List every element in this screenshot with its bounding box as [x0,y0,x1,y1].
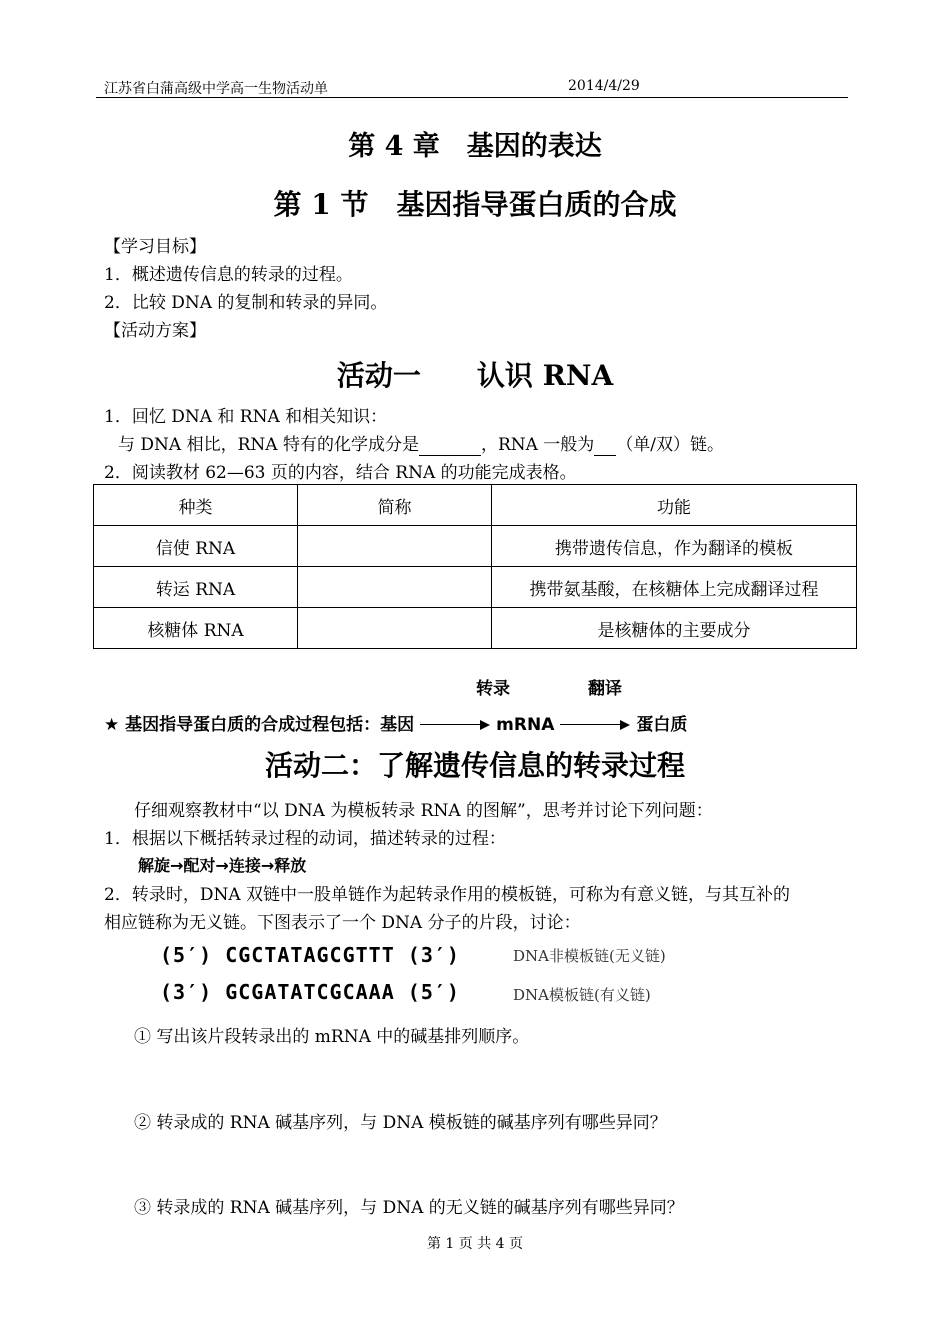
table-cell-abbr[interactable] [298,608,492,649]
table-row [94,608,857,649]
table-cell-type: 信使 RNA [94,526,298,567]
dna-template-strand: (3′) GCGATATCGCAAA (5′) [160,980,460,1004]
table-header-abbr: 简称 [298,485,492,526]
goal-item-1: 1．概述遗传信息的转录的过程。 [104,265,353,285]
rna-table [93,484,857,649]
table-header-row [94,485,857,526]
goal-item-2: 2．比较 DNA 的复制和转录的异同。 [104,293,388,313]
flow-label-translation: 翻译 [588,679,622,699]
activity2-title: 活动二：了解遗传信息的转录过程 [264,749,685,782]
activity2-sub3: ③ 转录成的 RNA 碱基序列，与 DNA 的无义链的碱基序列有哪些异同？ [134,1198,684,1218]
section-title: 第 1 节 基因指导蛋白质的合成 [273,188,677,221]
activity2-q2-line2: 相应链称为无义链。下图表示了一个 DNA 分子的片段，讨论： [104,913,581,933]
activity1-q1-detail [118,430,724,456]
activity2-q2-line1: 2．转录时，DNA 双链中一股单链作为起转录作用的模板链，可称为有意义链，与其互补的 [104,885,790,905]
dna-nontemplate-strand: (5′) CGCTATAGCGTTT (3′) [160,943,460,967]
q1-text-b: ，RNA 一般为 [480,435,595,455]
header-date: 2014/4/29 [568,78,640,94]
arrow-right-icon [560,720,630,730]
goals-heading: 【学习目标】 [104,237,206,257]
table-cell-function: 携带氨基酸，在核糖体上完成翻译过程 [492,567,857,608]
dna-nontemplate-note: DNA非模板链(无义链) [513,947,666,965]
q1-text-a: 与 DNA 相比，RNA 特有的化学成分是 [118,435,419,455]
flow-protein: 蛋白质 [636,715,688,735]
table-cell-abbr[interactable] [298,567,492,608]
activity1-title: 活动一 认识 RNA [336,359,614,392]
table-header-type: 种类 [94,485,298,526]
table-cell-function: 是核糖体的主要成分 [492,608,857,649]
flow-mrna: mRNA [496,715,555,735]
activity1-q2: 2．阅读教材 62—63 页的内容，结合 RNA 的功能完成表格。 [104,463,577,483]
arrow-right-icon [420,720,490,730]
table-cell-type: 转运 RNA [94,567,298,608]
answer-blank-component[interactable] [419,435,481,456]
activity2-q1: 1．根据以下概括转录过程的动词，描述转录的过程： [104,829,506,849]
table-row [94,526,857,567]
plan-heading: 【活动方案】 [104,321,206,341]
table-cell-function: 携带遗传信息，作为翻译的模板 [492,526,857,567]
header-school: 江苏省白蒲高级中学高一生物活动单 [104,81,328,97]
activity2-sub2: ② 转录成的 RNA 碱基序列，与 DNA 模板链的碱基序列有哪些异同？ [134,1113,667,1133]
header-rule [96,97,848,98]
flow-label-transcription: 转录 [476,679,510,699]
table-row [94,567,857,608]
table-header-function: 功能 [492,485,857,526]
chapter-title: 第 4 章 基因的表达 [348,131,602,162]
table-cell-abbr[interactable] [298,526,492,567]
answer-blank-strand[interactable] [594,435,616,456]
gene-expression-flow [104,710,687,735]
flow-lead: ★ 基因指导蛋白质的合成过程包括：基因 [104,715,415,735]
table-cell-type: 核糖体 RNA [94,608,298,649]
dna-template-note: DNA模板链(有义链) [513,986,651,1004]
activity1-q1: 1．回忆 DNA 和 RNA 和相关知识： [104,407,388,427]
activity2-sub1: ① 写出该片段转录出的 mRNA 中的碱基排列顺序。 [134,1027,530,1047]
page-footer: 第 1 页 共 4 页 [426,1236,524,1252]
transcription-verbs: 解旋→配对→连接→释放 [138,856,307,875]
q1-text-c: （单/双）链。 [616,435,725,455]
activity2-intro: 仔细观察教材中“以 DNA 为模板转录 RNA 的图解”，思考并讨论下列问题： [134,801,713,821]
